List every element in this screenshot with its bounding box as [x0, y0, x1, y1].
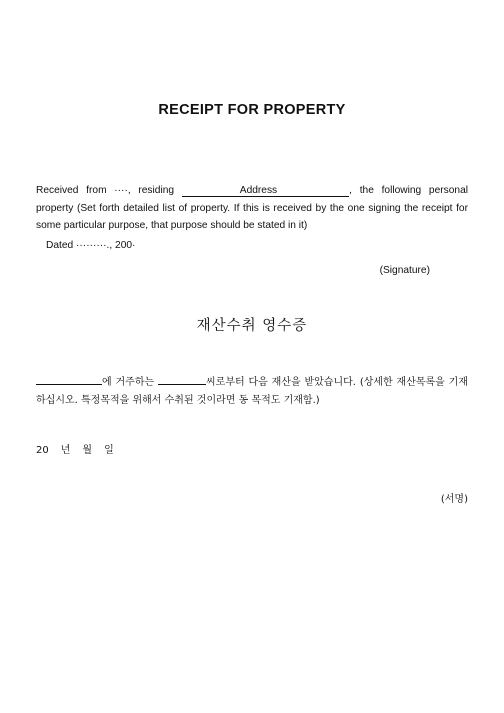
english-title: RECEIPT FOR PROPERTY — [158, 102, 346, 118]
received-from-text: Received from ····, residing — [36, 185, 175, 196]
name-blank — [158, 384, 206, 385]
korean-title: 재산수취 영수증 — [196, 318, 308, 334]
date-year-prefix: 20 — [36, 445, 49, 456]
residing-text: 에 거주하는 — [102, 377, 155, 388]
date-month-unit: 월 — [82, 445, 93, 456]
korean-paragraph-rest: 씨로부터 다음 재산을 받았습니다. (상세한 재산목록을 기재하십시오. 특정목적을 위해서 수취된 것이라면 동 목적도 기재함.) — [36, 377, 469, 406]
date-year-unit: 년 — [60, 445, 71, 456]
date-day-unit: 일 — [104, 445, 114, 456]
address-label: Address — [239, 185, 278, 196]
korean-date-line — [36, 441, 126, 456]
english-signature: (Signature) — [379, 265, 430, 276]
korean-signature: (서명) — [440, 494, 468, 505]
english-receipt-paragraph — [36, 182, 468, 235]
dated-line: Dated ·········., 200· — [46, 240, 136, 251]
korean-receipt-paragraph — [36, 374, 468, 410]
residence-blank — [36, 384, 102, 385]
english-paragraph-rest: , the following personal property (Set forth detailed list of property. If this is received by the one signing the receipt for some particular purpose, that purpose should be stated in it) — [36, 185, 468, 231]
address-blank — [182, 185, 349, 197]
